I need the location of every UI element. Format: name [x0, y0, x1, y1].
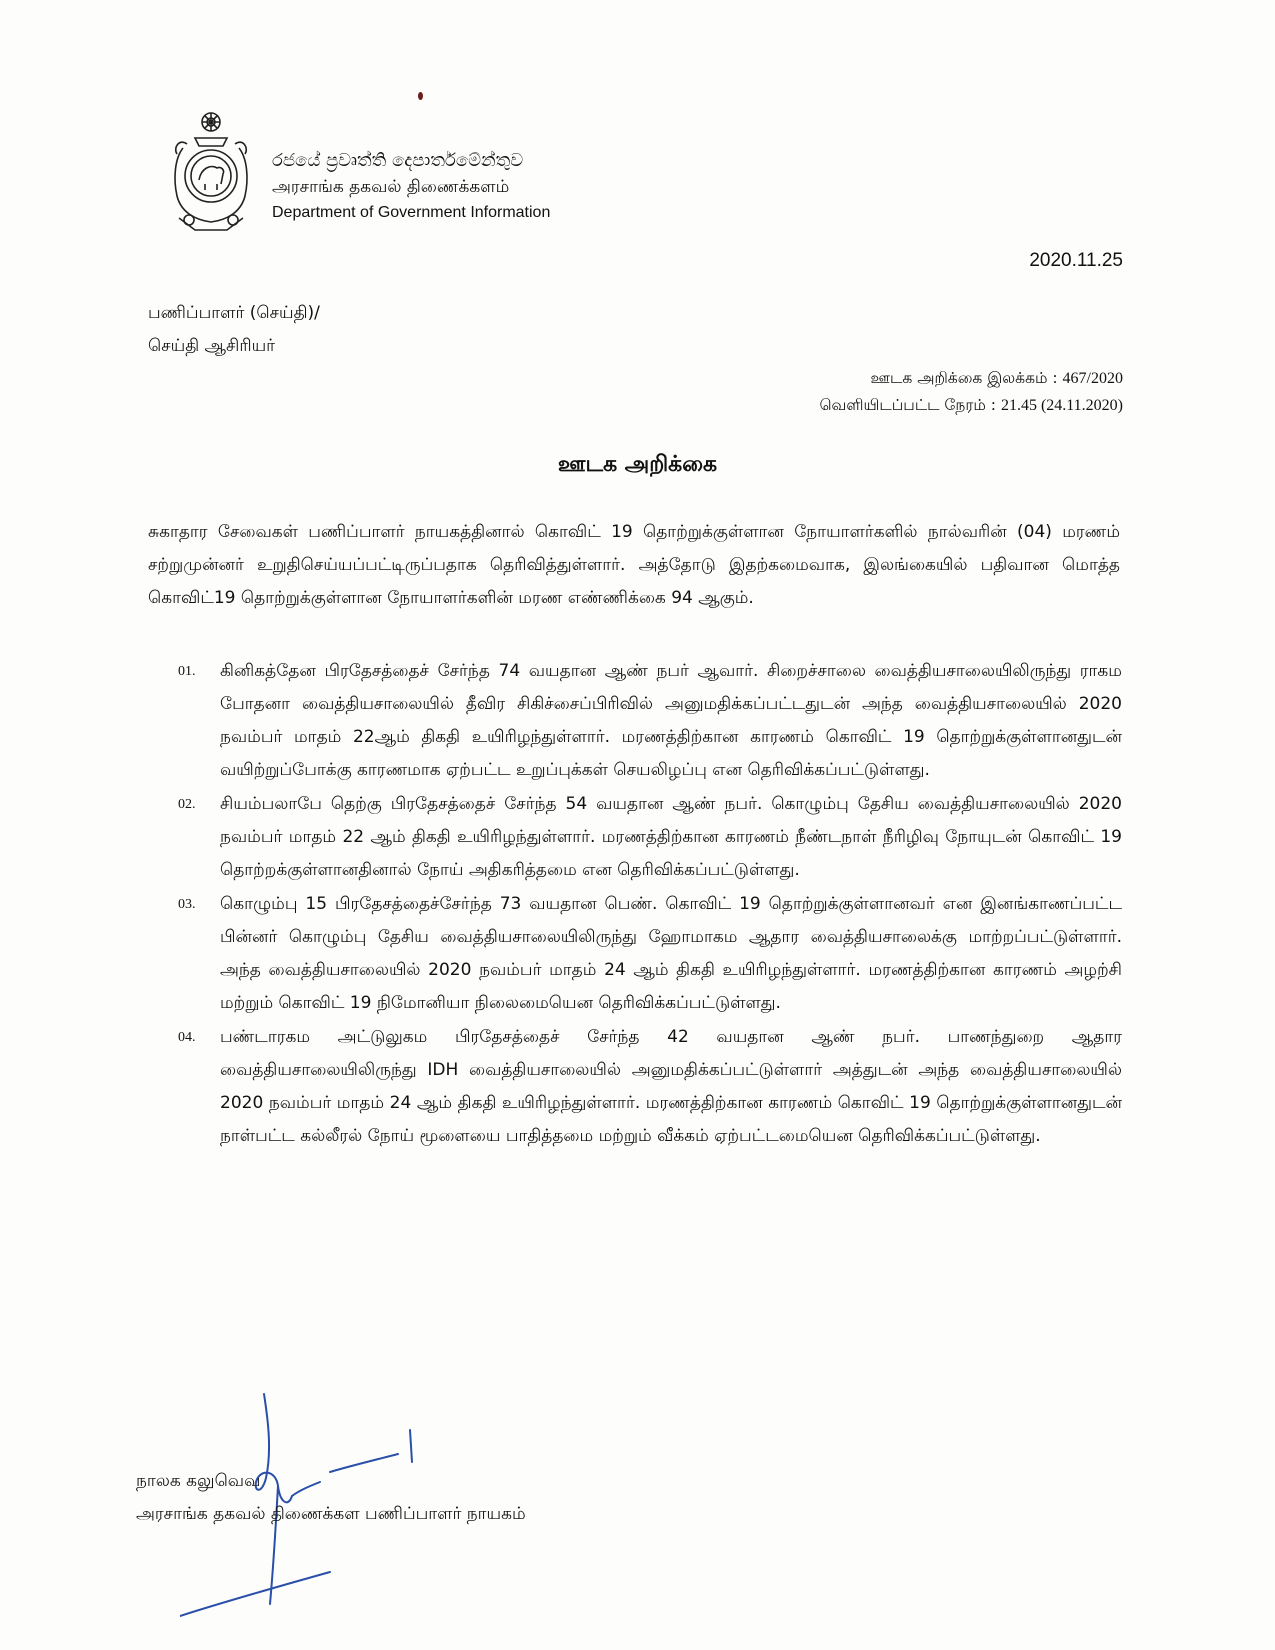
release-time-label: வெளியிடப்பட்ட நேரம் :	[819, 396, 1001, 414]
deaths-list	[178, 655, 1122, 1154]
item-text: சியம்பலாபே தெற்கு பிரதேசத்தைச் சேர்ந்த 54 வயதான ஆண் நபர். கொழும்பு தேசிய வைத்தியசாலையில் 2020 நவம்பர் மாதம் 22 ஆம் திகதி உயிரிழந்துள்ளார். மரணத்திற்கான காரணம் நீண்டநாள் நீரிழிவு நோயுடன் கொவிட் 19 தொற்றக்குள்ளானதினால் நோய் அதிகரித்தமை என தெரிவிக்கப்பட்டுள்ளது.	[220, 794, 1122, 880]
signatory-name: நாலக கலுவெவ	[136, 1471, 261, 1491]
addressee-line-2: செய்தி ஆசிரியர்	[148, 336, 276, 356]
dept-name-sinhala: රජයේ ප්‍රවෘත්ති දෙපාර්තමේන්තුව	[272, 150, 524, 171]
document-date: 2020.11.25	[1029, 250, 1123, 271]
intro-paragraph: சுகாதார சேவைகள் பணிப்பாளர் நாயகத்தினால் கொவிட் 19 தொற்றுக்குள்ளான நோயாளர்களில் நால்வரின் (04) மரணம் சற்றுமுன்னர் உறுதிசெய்யப்பட்டிருப்பதாக தெரிவித்துள்ளார். அத்தோடு இதற்கமைவாக, இலங்கையில் பதிவான மொத்த கொவிட்19 தொற்றுக்குள்ளான நோயாளர்களின் மரண எண்ணிக்கை 94 ஆகும்.	[148, 522, 1120, 608]
release-time-line	[819, 392, 1123, 419]
addressee	[148, 297, 320, 363]
item-text: கொழும்பு 15 பிரதேசத்தைச்சேர்ந்த 73 வயதான பெண். கொவிட் 19 தொற்றுக்குள்ளானவர் என இனங்காணப்பட்ட பின்னர் கொழும்பு தேசிய வைத்தியசாலையிலிருந்து ஹோமாகம ஆதார வைத்தியசாலைக்கு மாற்றப்பட்டுள்ளார். அந்த வைத்தியசாலையில் 2020 நவம்பர் மாதம் 24 ஆம் திகதி உயிரிழந்துள்ளார். மரணத்திற்கான காரணம் அழற்சி மற்றும் கொவிட் 19 நிமோனியா நிலைமையென தெரிவிக்கப்பட்டுள்ளது.	[220, 894, 1123, 1013]
item-text: பண்டாரகம அட்டுலுகம பிரதேசத்தைச் சேர்ந்த 42 வயதான ஆண் நபர். பாணந்துறை ஆதார வைத்தியசாலையிலிருந்து IDH வைத்தியசாலையில் அனுமதிக்கப்பட்டுள்ளார் அத்துடன் அந்த வைத்தியசாலையில் 2020 நவம்பர் மாதம் 24 ஆம் திகதி உயிரிழந்துள்ளார். மரணத்திற்கான காரணம் கொவிட் 19 தொற்றுக்குள்ளானதுடன் நாள்பட்ட கல்லீரல் நோய் மூளையை பாதித்தமை மற்றும் வீக்கம் ஏற்பட்டமையென தெரிவிக்கப்பட்டுள்ளது.	[220, 1027, 1122, 1146]
item-number: 04.	[178, 1030, 196, 1045]
release-references	[819, 365, 1123, 419]
addressee-line-1: பணிப்பாளர் (செய்தி)/	[148, 303, 320, 323]
item-number: 01.	[178, 664, 196, 679]
ink-speck	[418, 92, 423, 100]
list-item	[178, 1021, 1122, 1153]
list-item	[178, 888, 1122, 1020]
list-item	[178, 788, 1122, 887]
release-number-line	[819, 365, 1123, 392]
item-number: 03.	[178, 897, 196, 912]
release-number: 467/2020	[1062, 370, 1123, 387]
list-item	[178, 655, 1122, 787]
release-number-label: ஊடக அறிக்கை இலக்கம் :	[870, 369, 1063, 387]
sri-lanka-emblem-icon	[165, 108, 257, 236]
item-number: 02.	[178, 797, 196, 812]
release-time: 21.45 (24.11.2020)	[1000, 397, 1123, 414]
department-header	[272, 148, 550, 226]
item-text: கினிகத்தேன பிரதேசத்தைச் சேர்ந்த 74 வயதான ஆண் நபர் ஆவார். சிறைச்சாலை வைத்தியசாலையிலிருந்து ராகம போதனா வைத்தியசாலையில் தீவிர சிகிச்சைப்பிரிவில் அனுமதிக்கப்பட்டதுடன் அந்த வைத்தியசாலையில் 2020 நவம்பர் மாதம் 22ஆம் திகதி உயிரிழந்துள்ளார். மரணத்திற்கான காரணம் கொவிட் 19 தொற்றுக்குள்ளானதுடன் வயிற்றுப்போக்கு காரணமாக ஏற்பட்ட உறுப்புக்கள் செயலிழப்பு என தெரிவிக்கப்பட்டுள்ளது.	[220, 661, 1122, 780]
dept-name-english: Department of Government Information	[272, 204, 551, 221]
signatory-block	[136, 1465, 526, 1531]
document-title: ஊடக அறிக்கை	[557, 452, 718, 477]
dept-name-tamil: அரசாங்க தகவல் திணைக்களம்	[272, 177, 510, 197]
signatory-designation: அரசாங்க தகவல் திணைக்கள பணிப்பாளர் நாயகம்	[136, 1504, 526, 1524]
